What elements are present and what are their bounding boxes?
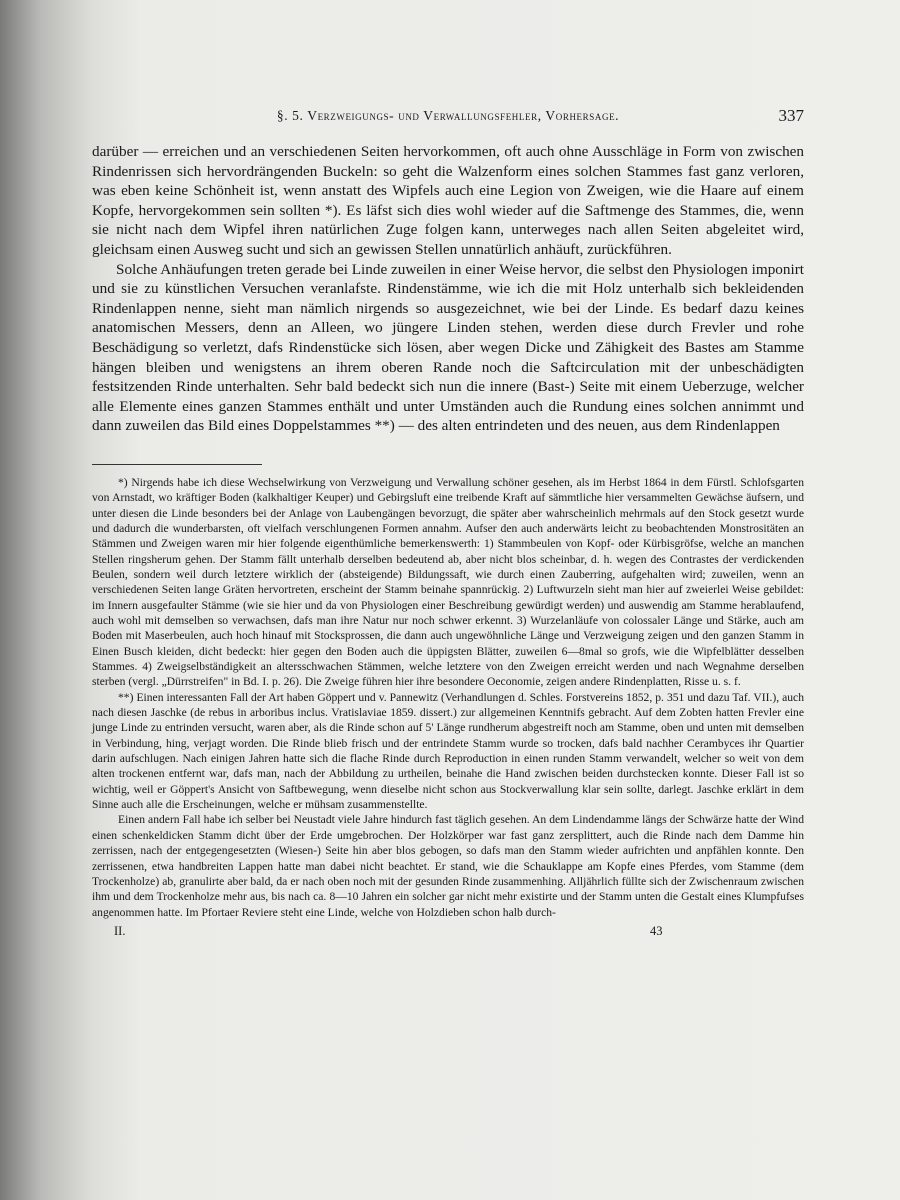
page-content: [92, 108, 804, 944]
running-header: [92, 108, 804, 134]
footnote-2: **) Einen interessanten Fall der Art haben Göppert und v. Pannewitz (Verhandlungen d. Schles. Forstvereins 1852, p. 351 und dazu Taf. VII.), auch nach diesen Jaschke (de rebus in arboribus inclus. Vratislaviae 1859. dissert.) zur allgemeinen Kenntnifs gebracht. Auf dem Zobten hatten Frevler eine junge Linde zu entrinden versucht, waren aber, als die Rinde schon auf 5' Länge rundherum abgestreift noch am Stamme, oben und unten mit demselben in Verbindung, hing, verjagt worden. Die Rinde blieb frisch und der entrindete Stamm wurde so trocken, dafs bald nachher Cerambyces ihr Quartier darin aufschlugen. Nach einigen Jahren hatte sich die flache Rinde durch Reproduction in einen runden Stamm verwandelt, welcher so weit von dem alten trockenen entfernt war, dafs man, nach der Abbildung zu urtheilen, beinahe die Hand zwischen beiden durchstecken konnte. Dieser Fall ist so wichtig, weil er Göppert's Ansicht von Saftbewegung, wenn dieselbe nicht schon aus Stockverwallung klar sein sollte, darlegt. Jaschke erklärt in dem Sinne auch alle die Erscheinungen, welche er mühsam zusammenstellte.: [92, 690, 804, 812]
main-text: [92, 142, 804, 436]
footnote-2-continuation: Einen andern Fall habe ich selber bei Neustadt viele Jahre hindurch fast täglich gesehen. An dem Lindendamme längs der Schwärze hatte der Wind einen schenkeldicken Stamm dicht über der Erde umgebrochen. Der Holzkörper war fast ganz zersplittert, auch die Rinde nach dem Damme hin zerrissen, nach der entgegengesetzten (Wiesen-) Seite hin aber blos gebogen, so dafs man den Stamm wieder aufrichten und anpfählen konnte. Den zerrissenen, etwa handbreiten Lappen hatte man dabei nicht beachtet. Er stand, wie die Schauklappe am Kopfe eines Pferdes, vom Stamme (dem Trockenholze) ab, granulirte aber bald, da er nach oben noch mit der gesunden Rinde zusammenhing. Alljährlich füllte sich der Zwischenraum zwischen ihm und dem Trockenholze mehr aus, bis nach ca. 8—10 Jahren ein solcher gar nicht mehr existirte und der Stamm unten die Gestalt eines Klumpfufses angenommen hatte. Im Pfortaer Reviere steht eine Linde, welche von Holzdieben schon halb durch-: [92, 813, 804, 919]
page-number: 337: [778, 106, 804, 125]
footnote-1: *) Nirgends habe ich diese Wechselwirkung von Verzweigung und Verwallung schöner gesehen, als im Herbst 1864 in dem Fürstl. Schlofsgarten von Arnstadt, wo kräftiger Boden (kalkhaltiger Keuper) und Gebirgsluft eine treibende Kraft auf sämmtliche hier versammelten Gewächse äufsern, und unter diesen die Linde besonders bei der Anlage von Laubengängen bevorzugt, die später aber wahrscheinlich mehrmals auf den Stock gesetzt wurde und dadurch die wunderbarsten, oft vielfach verschlungenen Formen annahm. Aufser den auch anderwärts leicht zu beobachtenden Monstrositäten an Stämmen und Zweigen waren mir hier folgende eigenthümliche bemerkenswerth: 1) Stammbeulen von Kopf- oder Kürbisgröfse, welche an manchen Stellen ringsherum gehen. Der Stamm fällt unterhalb derselben bedeutend ab, aber nicht blos scheinbar, d. h. wegen des Contrastes der verdickenden Beulen, sondern weil durch letztere wirklich der (absteigende) Bildungssaft, wie durch einen Zauberring, aufgehalten wird; zuweilen, wenn an verschiedenen Seiten lange Gräten hervortreten, erscheint der Stamm beinahe spannrückig. 2) Luftwurzeln sieht man hier auf zweierlei Weise gebildet: im Innern ausgefaulter Stämme (wie sie hier und da von Physiologen einer Beschreibung gewürdigt werden) und auswendig am Stamme herablaufend, auch wohl mit demselben so verwachsen, dafs man ihre Natur nur noch schwer erkennt. 3) Wurzelanläufe von colossaler Länge und Stärke, auch am Boden mit Maserbeulen, auch hoch hinauf mit Stocksprossen, die dann auch ungewöhnliche Länge und Verzweigung zeigen und den ganzen Stamm in Einen Busch kleiden, dicht bedeckt: hier gegen den Boden auch die üppigsten Blätter, zuweilen 6—8mal so grofs, wie die Wipfelblätter desselben Stammes. 4) Zweigselbständigkeit an altersschwachen Stämmen, welche letztere von den Zweigen erreicht werden und nach Wegnahme derselben sterben (vergl. „Dürrstreifen" in Bd. I. p. 26). Die Zweige führen hier ihre besondere Oeconomie, zeigen andere Rindenplatten, Risse u. s. f.: [92, 475, 804, 689]
footnotes: [92, 475, 804, 920]
page-footer: [92, 924, 804, 944]
body-paragraph-1: darüber — erreichen und an verschiedenen Seiten hervorkommen, oft auch ohne Ausschläge in Form von zwischen Rindenrissen sich hervordrängenden Buckeln: so geht die Walzenform eines solchen Stammes fast ganz verloren, was eben keine Schönheit ist, wenn anstatt des Wipfels auch eine Legion von Zweigen, wie die Haare auf einem Kopfe, hervorgekommen sein sollten *). Es läfst sich dies wohl wieder auf die Saftmenge des Stammes, die, wenn sie nicht nach dem Wipfel ihren natürlichen Zuge folgen kann, unterweges nach allen Seiten abgeleitet wird, gleichsam einen Ausweg sucht und sich an gewissen Stellen unnatürlich anhäuft, zurückführen.: [92, 143, 804, 258]
signature-mark: II.: [114, 923, 126, 938]
sheet-number: 43: [650, 923, 663, 938]
body-paragraph-2: Solche Anhäufungen treten gerade bei Linde zuweilen in einer Weise hervor, die selbst den Physiologen imponirt und sie zu künstlichen Versuchen veranlafste. Rindenstämme, wie ich die mit Holz unterhalb sich bekleidenden Rindenlappen nenne, sieht man nämlich nirgends so ausgezeichnet, wie bei der Linde. Es bedarf dazu keines anatomischen Messers, denn an Alleen, wo jüngere Linden stehen, werden diese durch Frevler und rohe Beschädigung so verletzt, dafs Rindenstücke sich lösen, aber wegen Dicke und Zähigkeit des Bastes am Stamme hängen bleiben und wenigstens an ihrem oberen Rande noch die Saftcirculation mit der unbeschädigten festsitzenden Rinde unterhalten. Sehr bald bedeckt sich nun die innere (Bast-) Seite mit einem Ueberzuge, welcher alle Elemente eines ganzen Stammes enthält und unter Umständen auch die Rundung eines solchen annimmt und dann zuweilen das Bild eines Doppelstammes **) — des alten entrindeten und des neuen, aus dem Rindenlappen: [92, 260, 804, 435]
header-title: §. 5. Verzweigungs- und Verwallungsfehler, Vorhersage.: [276, 108, 620, 123]
footnote-separator: [92, 464, 262, 465]
